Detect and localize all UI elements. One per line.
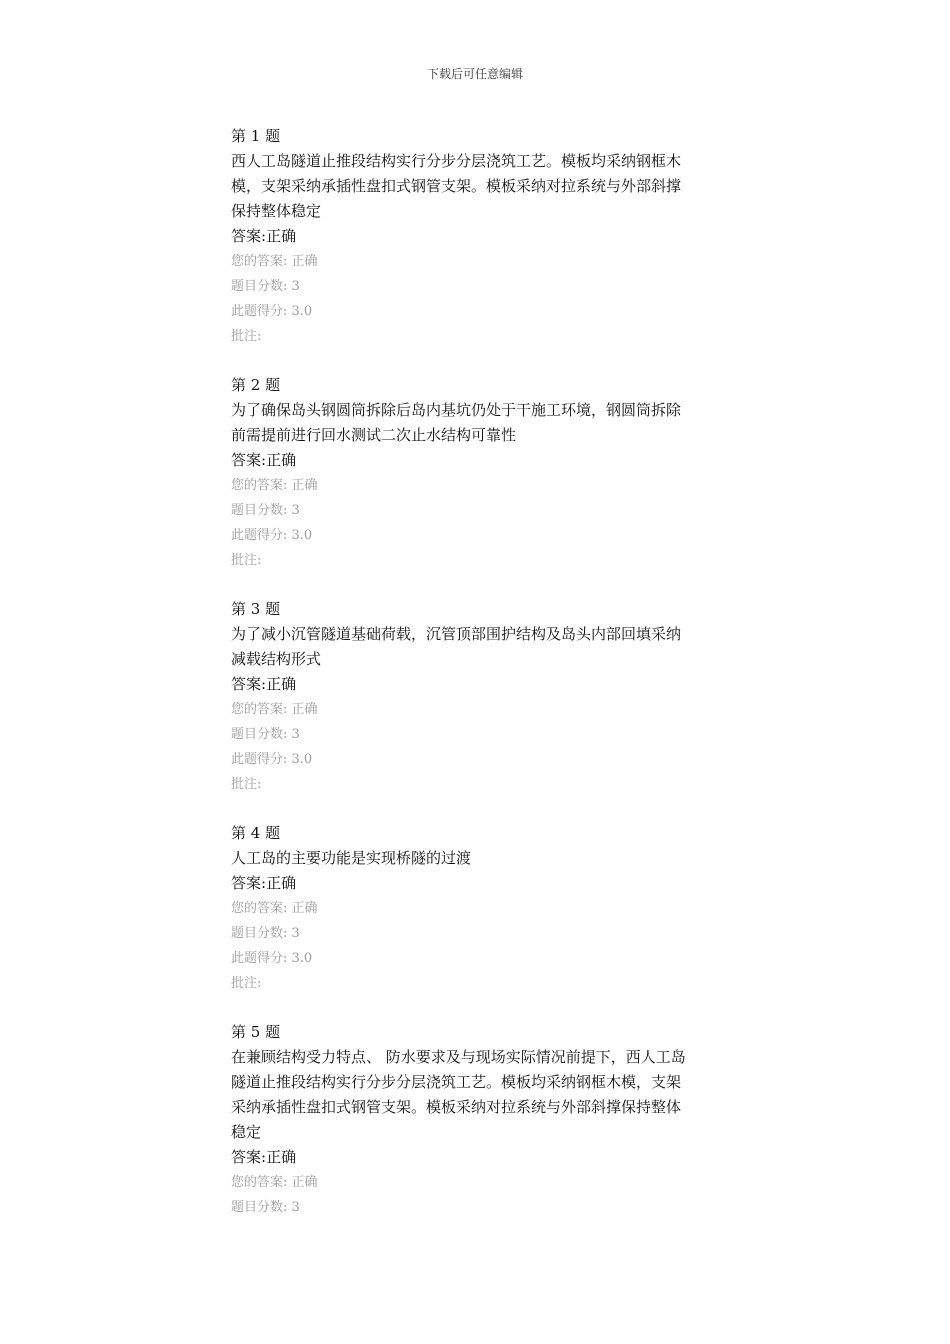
question-text: 人工岛的主要功能是实现桥隧的过渡 [231,849,472,867]
your-answer-label: 您的答案: [231,901,288,916]
answer-label: 答案: [231,874,267,892]
correct-answer [231,448,723,473]
question-4 [231,821,723,996]
earned-score [231,946,723,971]
comment [231,548,723,573]
score-label: 题目分数: [231,503,288,518]
your-answer-value: 正确 [291,702,318,717]
your-answer [231,249,723,274]
score-value: 3 [291,727,300,742]
answer-value: 正确 [266,675,297,693]
your-answer-value: 正确 [291,478,318,493]
correct-answer [231,1145,723,1170]
question-3 [231,597,723,797]
earned-label: 此题得分: [231,304,288,319]
your-answer-label: 您的答案: [231,702,288,717]
question-1 [231,124,723,349]
answer-label: 答案: [231,675,267,693]
your-answer [231,1170,723,1195]
question-title: 第 4 题 [231,824,281,842]
comment-label: 批注: [231,329,262,344]
score-value: 3 [291,503,300,518]
score-label: 题目分数: [231,926,288,941]
question-score [231,921,723,946]
earned-score [231,747,723,772]
score-label: 题目分数: [231,279,288,294]
your-answer-value: 正确 [291,1175,318,1190]
your-answer [231,473,723,498]
question-2 [231,373,723,573]
answer-label: 答案: [231,451,267,469]
question-text: 在兼顾结构受力特点、 防水要求及与现场实际情况前提下，西人工岛 隧道止推段结构实行分步分层浇筑工艺。模板均采纳钢框木模，支架 采纳承插性盘扣式钢管支架。模板采纳对拉系统与外部斜撑保持整体 稳定 [231,1048,686,1141]
question-list [231,124,723,1244]
page-header: 下载后可任意编辑 [426,67,523,81]
earned-value: 3.0 [291,528,313,543]
answer-value: 正确 [266,451,297,469]
question-score [231,274,723,299]
comment-label: 批注: [231,777,262,792]
earned-score [231,523,723,548]
question-score [231,498,723,523]
question-5 [231,1020,723,1220]
answer-value: 正确 [266,227,297,245]
score-value: 3 [291,926,300,941]
score-value: 3 [291,279,300,294]
your-answer-label: 您的答案: [231,1175,288,1190]
your-answer [231,896,723,921]
earned-value: 3.0 [291,752,313,767]
earned-label: 此题得分: [231,951,288,966]
score-label: 题目分数: [231,1200,288,1215]
answer-label: 答案: [231,227,267,245]
question-title: 第 2 题 [231,376,281,394]
question-score [231,722,723,747]
answer-value: 正确 [266,1148,297,1166]
earned-score [231,299,723,324]
your-answer-value: 正确 [291,901,318,916]
question-text: 西人工岛隧道止推段结构实行分步分层浇筑工艺。模板均采纳钢框木 模，支架采纳承插性盘扣式钢管支架。模板采纳对拉系统与外部斜撑 保持整体稳定 [231,152,682,220]
comment-label: 批注: [231,553,262,568]
answer-label: 答案: [231,1148,267,1166]
question-title: 第 3 题 [231,600,281,618]
question-title: 第 5 题 [231,1023,281,1041]
your-answer-label: 您的答案: [231,478,288,493]
correct-answer [231,871,723,896]
earned-label: 此题得分: [231,752,288,767]
comment [231,772,723,797]
question-text: 为了减小沉管隧道基础荷载，沉管顶部围护结构及岛头内部回填采纳 减载结构形式 [231,625,682,668]
your-answer [231,697,723,722]
question-score [231,1195,723,1220]
correct-answer [231,672,723,697]
comment [231,324,723,349]
your-answer-value: 正确 [291,254,318,269]
earned-value: 3.0 [291,951,313,966]
your-answer-label: 您的答案: [231,254,288,269]
correct-answer [231,224,723,249]
question-text: 为了确保岛头钢圆筒拆除后岛内基坑仍处于干施工环境，钢圆筒拆除 前需提前进行回水测试二次止水结构可靠性 [231,401,682,444]
score-label: 题目分数: [231,727,288,742]
answer-value: 正确 [266,874,297,892]
earned-value: 3.0 [291,304,313,319]
comment-label: 批注: [231,976,262,991]
comment [231,971,723,996]
score-value: 3 [291,1200,300,1215]
earned-label: 此题得分: [231,528,288,543]
question-title: 第 1 题 [231,127,281,145]
